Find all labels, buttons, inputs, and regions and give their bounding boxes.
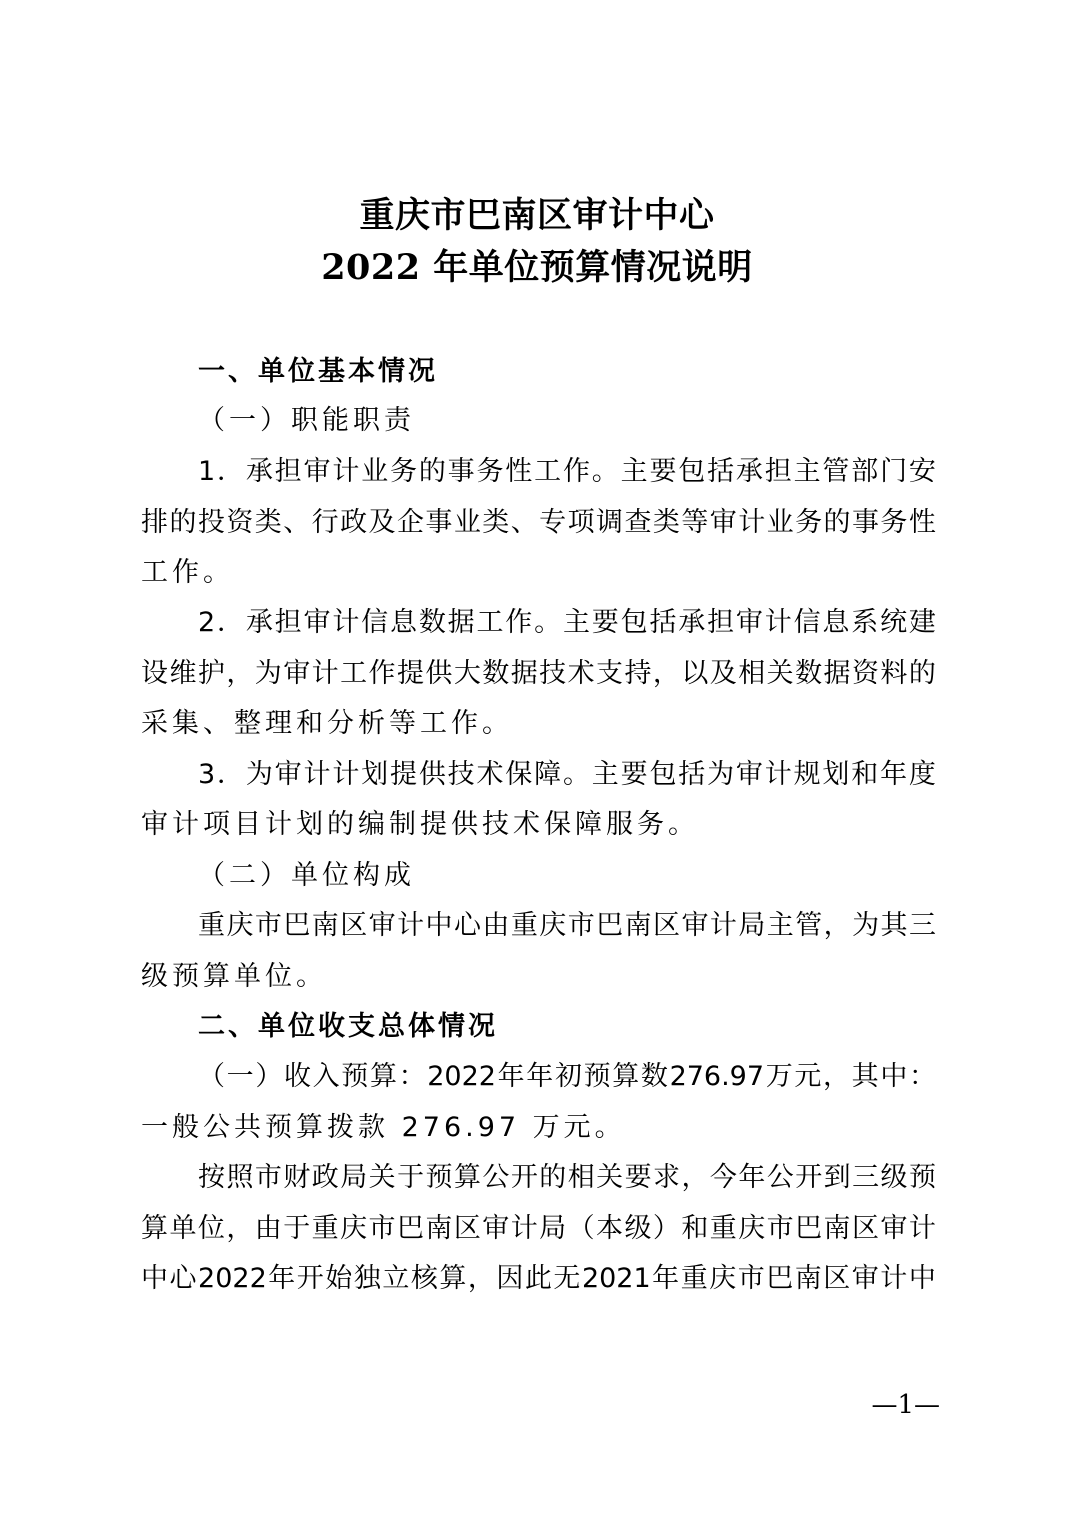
subsection-heading-composition: （二）单位构成 <box>198 860 415 891</box>
subsection-heading-functions: （一）职能职责 <box>198 405 415 436</box>
paragraph-3-line-1: 3 ． 为 审 计 计 划 提 供 技 术 保 障 。 主 要 包 括 为 审 计 规 划 和 年 度 <box>198 759 936 790</box>
paragraph-6-line-3: 中 心 2022 年 开 始 独 立 核 算 ， 因 此 无 2021 年 重 庆 市 巴 南 区 审 计 中 <box>141 1263 936 1294</box>
paragraph-5-line-2: 一般公共预算拨款 276.97 万元。 <box>141 1112 626 1143</box>
paragraph-3-line-2: 审计项目计划的编制提供技术保障服务。 <box>141 809 699 840</box>
document-title-line-1: 重庆市巴南区审计中心 <box>359 195 715 236</box>
page-number: —1— <box>871 1390 940 1420</box>
paragraph-6-line-2: 算 单 位 ， 由 于 重 庆 市 巴 南 区 审 计 局 （ 本 级 ） 和 重 庆 市 巴 南 区 审 计 <box>141 1213 936 1244</box>
paragraph-6-line-1: 按 照 市 财 政 局 关 于 预 算 公 开 的 相 关 要 求 ， 今 年 公 开 到 三 级 预 <box>198 1162 936 1193</box>
paragraph-5-line-1: （ 一 ） 收 入 预 算 ： 2022 年 年 初 预 算 数 276.97 万 元 ， 其 中 ： <box>198 1061 936 1092</box>
paragraph-1-line-1: 1 ． 承 担 审 计 业 务 的 事 务 性 工 作 。 主 要 包 括 承 担 主 管 部 门 安 <box>198 456 936 487</box>
document-title-line-2: 2022 年单位预算情况说明 <box>321 247 753 288</box>
paragraph-2-line-1: 2 ． 承 担 审 计 信 息 数 据 工 作 。 主 要 包 括 承 担 审 计 信 息 系 统 建 <box>198 607 936 638</box>
paragraph-2-line-3: 采集、整理和分析等工作。 <box>141 708 513 739</box>
paragraph-1-line-3: 工作。 <box>141 557 234 588</box>
paragraph-2-line-2: 设 维 护 ， 为 审 计 工 作 提 供 大 数 据 技 术 支 持 ， 以 及 相 关 数 据 资 料 的 <box>141 658 936 689</box>
paragraph-4-line-1: 重 庆 市 巴 南 区 审 计 中 心 由 重 庆 市 巴 南 区 审 计 局 主 管 ， 为 其 三 <box>198 910 936 941</box>
section-heading-2: 二、单位收支总体情况 <box>198 1011 498 1042</box>
paragraph-4-line-2: 级预算单位。 <box>141 961 327 992</box>
paragraph-1-line-2: 排 的 投 资 类 、 行 政 及 企 事 业 类 、 专 项 调 查 类 等 审 计 业 务 的 事 务 性 <box>141 507 936 538</box>
section-heading-1: 一、单位基本情况 <box>198 356 438 387</box>
